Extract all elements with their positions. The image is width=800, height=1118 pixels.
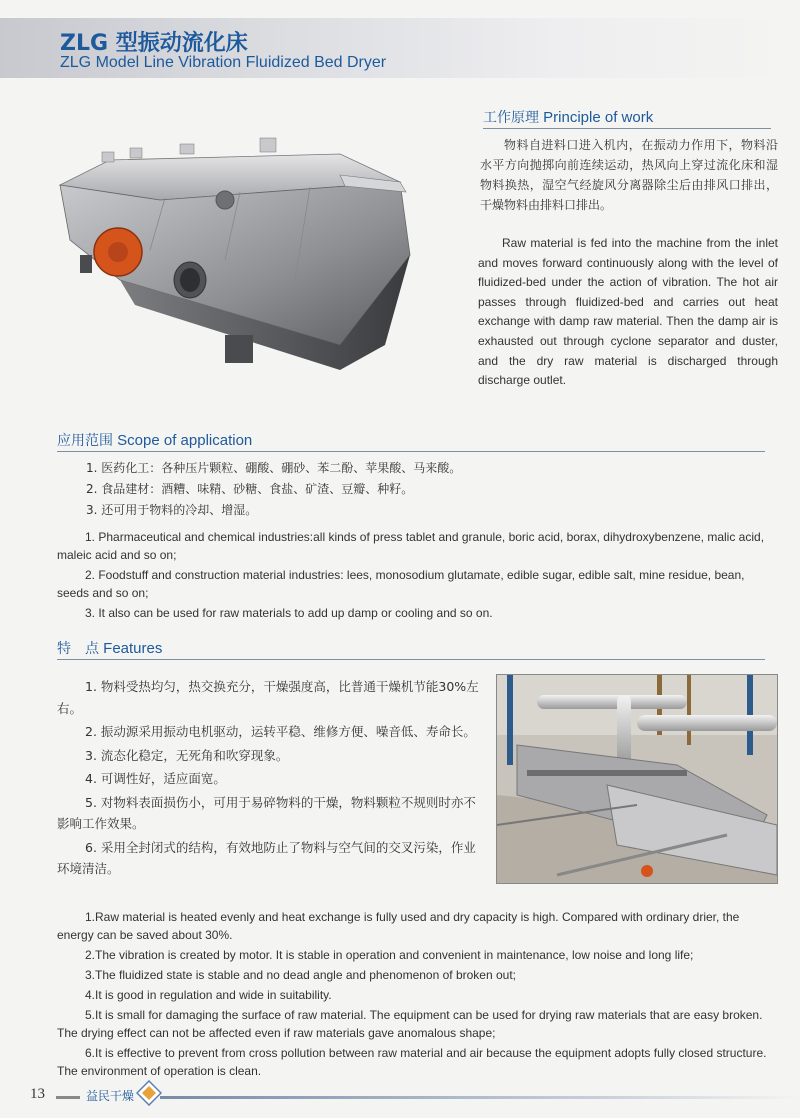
- list-item: 3. It also can be used for raw materials to add up damp or cooling and so on.: [85, 606, 493, 620]
- fluidized-bed-dryer-image: [40, 130, 440, 380]
- list-item: 2.The vibration is created by motor. It is stable in operation and convenient in maintenance, low noise and long life;: [85, 948, 694, 962]
- footer-rule: [160, 1096, 800, 1099]
- list-item: 2. Foodstuff and construction material industries: lees, monosodium glutamate, edible sugar, edible salt, mine residue, bean, seeds and so on;: [57, 568, 745, 600]
- scope-list-cn: [86, 458, 461, 521]
- principle-text-cn: 物料自进料口进入机内，在振动力作用下，物料沿水平方向抛掷向前连续运动，热风向上穿过流化床和湿物料换热，湿空气经旋风分离器除尘后由排风口排出，干燥物料由排料口排出。: [480, 138, 778, 212]
- list-item: 4. 可调性好，适应面宽。: [85, 771, 226, 786]
- features-list-en: [57, 908, 779, 1082]
- list-item: 2. 振动源采用振动电机驱动，运转平稳、维修方便、噪音低、寿命长。: [85, 724, 476, 739]
- list-item: 3. 流态化稳定，无死角和吹穿现象。: [85, 747, 289, 763]
- features-heading: [57, 638, 765, 660]
- list-item: 3. 还可用于物料的冷却、增湿。: [86, 503, 258, 517]
- list-item: 1. Pharmaceutical and chemical industries:all kinds of press tablet and granule, boric acid, borax, dihydroxybenzene, malic acid, maleic acid and so on;: [57, 530, 765, 562]
- footer-divider: [56, 1096, 80, 1099]
- list-item: 1.Raw material is heated evenly and heat exchange is fully used and dry capacity is high. Compared with ordinary drier, the energy can be saved about 30%.: [57, 910, 740, 942]
- list-item: 2. 食品建材：酒糟、味精、砂糖、食盐、矿渣、豆瓣、种籽。: [86, 482, 414, 496]
- features-heading-en: Features: [103, 640, 163, 657]
- page-number: 13: [30, 1086, 45, 1102]
- principle-heading-cn: 工作原理: [483, 110, 539, 126]
- list-item: 5.It is small for damaging the surface of raw material. The equipment can be used for drying raw materials that are easy broken. The drying effect can not be affected even if raw materials gave anomalous shape;: [57, 1008, 763, 1040]
- features-list-cn: [57, 676, 487, 882]
- list-item: 3.The fluidized state is stable and no dead angle and phenomenon of broken out;: [85, 968, 516, 982]
- footer-brand: 益民干燥: [86, 1089, 135, 1103]
- page-title-cn: ZLG 型振动流化床: [60, 31, 248, 56]
- features-heading-cn: 特 点: [57, 641, 99, 657]
- list-item: 1. 医药化工：各种压片颗粒、硼酸、硼砂、苯二酚、苹果酸、马来酸。: [86, 461, 462, 475]
- page-title-en: ZLG Model Line Vibration Fluidized Bed Dryer: [60, 54, 387, 71]
- scope-heading-en: Scope of application: [117, 432, 253, 449]
- list-item: 5. 对物料表面损伤小，可用于易碎物料的干燥，物料颗粒不规则时亦不影响工作效果。: [57, 794, 476, 831]
- principle-heading: [483, 107, 771, 129]
- list-item: 6.It is effective to prevent from cross pollution between raw material and air because the equipment adopts fully closed structure. The environment of operation is clean.: [57, 1046, 767, 1078]
- principle-text-en: Raw material is fed into the machine from the inlet and moves forward continuously along with the level of fluidized-bed under the action of vibration. The hot air passes through fluidized-bed and carries out heat exchange with damp raw material. Then the damp air is exhausted out through cyclone separator and duster, and the dry raw material is discharged through discharge outlet.: [478, 236, 778, 388]
- list-item: 6. 采用全封闭式的结构，有效地防止了物料与空气间的交叉污染，作业环境清洁。: [57, 839, 476, 876]
- scope-heading: [57, 430, 765, 452]
- scope-heading-cn: 应用范围: [57, 433, 113, 449]
- scope-list-en: [57, 528, 779, 624]
- brand-logo-icon: [136, 1080, 162, 1106]
- list-item: 1. 物料受热均匀，热交换充分，干燥强度高，比普通干燥机节能30%左右。: [57, 679, 479, 716]
- list-item: 4.It is good in regulation and wide in suitability.: [85, 988, 332, 1002]
- installation-photo: [496, 674, 778, 884]
- principle-heading-en: Principle of work: [543, 109, 654, 126]
